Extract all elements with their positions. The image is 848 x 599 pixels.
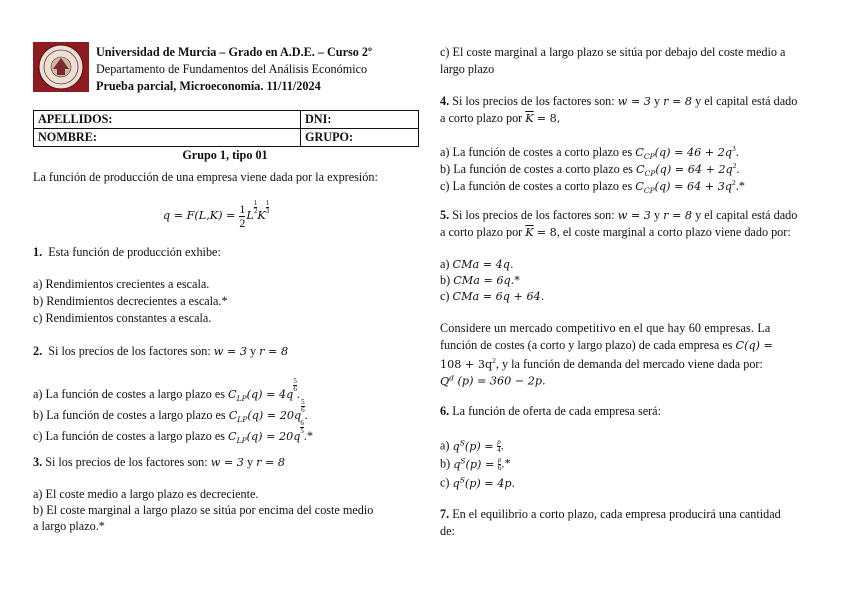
question-4-line1: 4. Si los precios de los factores son: w = 3 y r = 8 y el capital está dado bbox=[440, 94, 798, 108]
dni-field[interactable] bbox=[301, 111, 419, 129]
q6-option-b[interactable]: b) $q^S(p)$ = $\frac{p}{6}$ .* bbox=[440, 456, 511, 473]
question-5-line1: 5. Si los precios de los factores son: w = 3 y r = 8 y el capital está dado bbox=[440, 208, 798, 222]
apellidos-field[interactable] bbox=[34, 111, 301, 129]
nombre-field[interactable] bbox=[34, 129, 301, 147]
q6-option-a[interactable]: a) $q^S(p)$ = $\frac{p}{4}$ . bbox=[440, 438, 504, 455]
header-exam: Prueba parcial, Microeconomía. 11/11/2024 bbox=[96, 79, 321, 93]
question-7-line1: 7. En el equilibrio a corto plazo, cada empresa producirá una cantidad bbox=[440, 507, 781, 521]
question-2: 2. Si los precios de los factores son: w = 3 y r = 8 bbox=[33, 344, 289, 358]
q4-option-b[interactable]: b) La función de costes a corto plazo es $C_{CP}(q) = 64 + 2q^2$. bbox=[440, 161, 740, 179]
question-6: 6. La función de oferta de cada empresa será: bbox=[440, 404, 661, 418]
group-title: Grupo 1, tipo 01 bbox=[182, 148, 268, 162]
market-paragraph-line2: función de costes (a corto y largo plazo) de cada empresa es C(q) = bbox=[440, 338, 773, 352]
market-paragraph-line1: Considere un mercado competitivo en el que hay 60 empresas. La bbox=[440, 321, 771, 335]
nombre-label: NOMBRE: bbox=[38, 130, 97, 144]
apellidos-label: APELLIDOS: bbox=[38, 112, 113, 126]
grupo-label: GRUPO: bbox=[305, 130, 354, 144]
q4-option-a[interactable]: a) La función de costes a corto plazo es $C_{CP}(q) = 46 + 2q^3$. bbox=[440, 144, 739, 162]
q2-option-a[interactable]: a) La función de costes a largo plazo es $C_{LP}(q) = 4q$ $\frac{5}{6}$ . bbox=[33, 377, 300, 404]
q3-option-a[interactable]: a) El coste medio a largo plazo es decreciente. bbox=[33, 487, 259, 501]
q5-option-a[interactable]: a) CMa = 4q. bbox=[440, 257, 514, 271]
question-7-line2: de: bbox=[440, 524, 455, 538]
q1-option-b[interactable]: b) Rendimientos decrecientes a escala.* bbox=[33, 294, 228, 308]
q3-option-c-line1[interactable]: c) El coste marginal a largo plazo se sitúa por debajo del coste medio a bbox=[440, 45, 786, 59]
q6-option-c[interactable]: c) $q^S(p) = 4p$. bbox=[440, 475, 516, 490]
q3-option-b-line1[interactable]: b) El coste marginal a largo plazo se sitúa por encima del coste medio bbox=[33, 503, 374, 517]
question-3: 3. Si los precios de los factores son: w = 3 y r = 8 bbox=[33, 455, 286, 469]
q5-option-c[interactable]: c) CMa = 6q + 64. bbox=[440, 289, 545, 303]
student-info-table bbox=[33, 110, 419, 147]
production-function-equation: q = F(L,K) = $\frac{1}{2}$ L $\frac{1}{2}$ K $\frac{1}{3}$ bbox=[163, 199, 270, 230]
q3-option-c-line2[interactable]: largo plazo bbox=[440, 62, 495, 76]
header-department: Departamento de Fundamentos del Análisis Económico bbox=[96, 62, 368, 76]
intro-text: La función de producción de una empresa viene dada por la expresión: bbox=[33, 170, 378, 184]
q1-option-a[interactable]: a) Rendimientos crecientes a escala. bbox=[33, 277, 210, 291]
grupo-field[interactable] bbox=[301, 129, 419, 147]
q2-option-c[interactable]: c) La función de costes a largo plazo es $C_{LP}(q) = 20q$ $\frac{6}{5}$ .* bbox=[33, 419, 314, 446]
question-5-line2: a corto plazo por $\overline{K} = 8$, el coste marginal a corto plazo viene dado por: bbox=[440, 225, 791, 239]
q2-option-b[interactable]: b) La función de costes a largo plazo es $C_{LP}(q) = 20q$ $\frac{5}{6}$ . bbox=[33, 398, 308, 425]
q5-option-b[interactable]: b) CMa = 6q.* bbox=[440, 273, 520, 287]
q1-option-c[interactable]: c) Rendimientos constantes a escala. bbox=[33, 311, 212, 325]
q4-option-c[interactable]: c) La función de costes a corto plazo es $C_{CP}(q) = 64 + 3q^2.*$ bbox=[440, 178, 745, 196]
question-1: 1. Esta función de producción exhibe: bbox=[33, 245, 221, 259]
question-4-line2: a corto plazo por $\overline{K} = 8$, bbox=[440, 111, 561, 125]
dni-label: DNI: bbox=[305, 112, 332, 126]
q3-option-b-line2[interactable]: a largo plazo.* bbox=[33, 519, 105, 533]
header-university: Universidad de Murcia – Grado en A.D.E. – Curso 2º bbox=[96, 45, 372, 59]
equation-lhs: q = F(L,K) = bbox=[163, 209, 236, 222]
market-paragraph-line4: $Q^d$ (p) = 360 − 2p. bbox=[440, 373, 546, 388]
university-seal-logo bbox=[33, 42, 89, 92]
market-paragraph-line3: $108 + 3q^2$, y la función de demanda del mercado viene dada por: bbox=[440, 356, 763, 372]
